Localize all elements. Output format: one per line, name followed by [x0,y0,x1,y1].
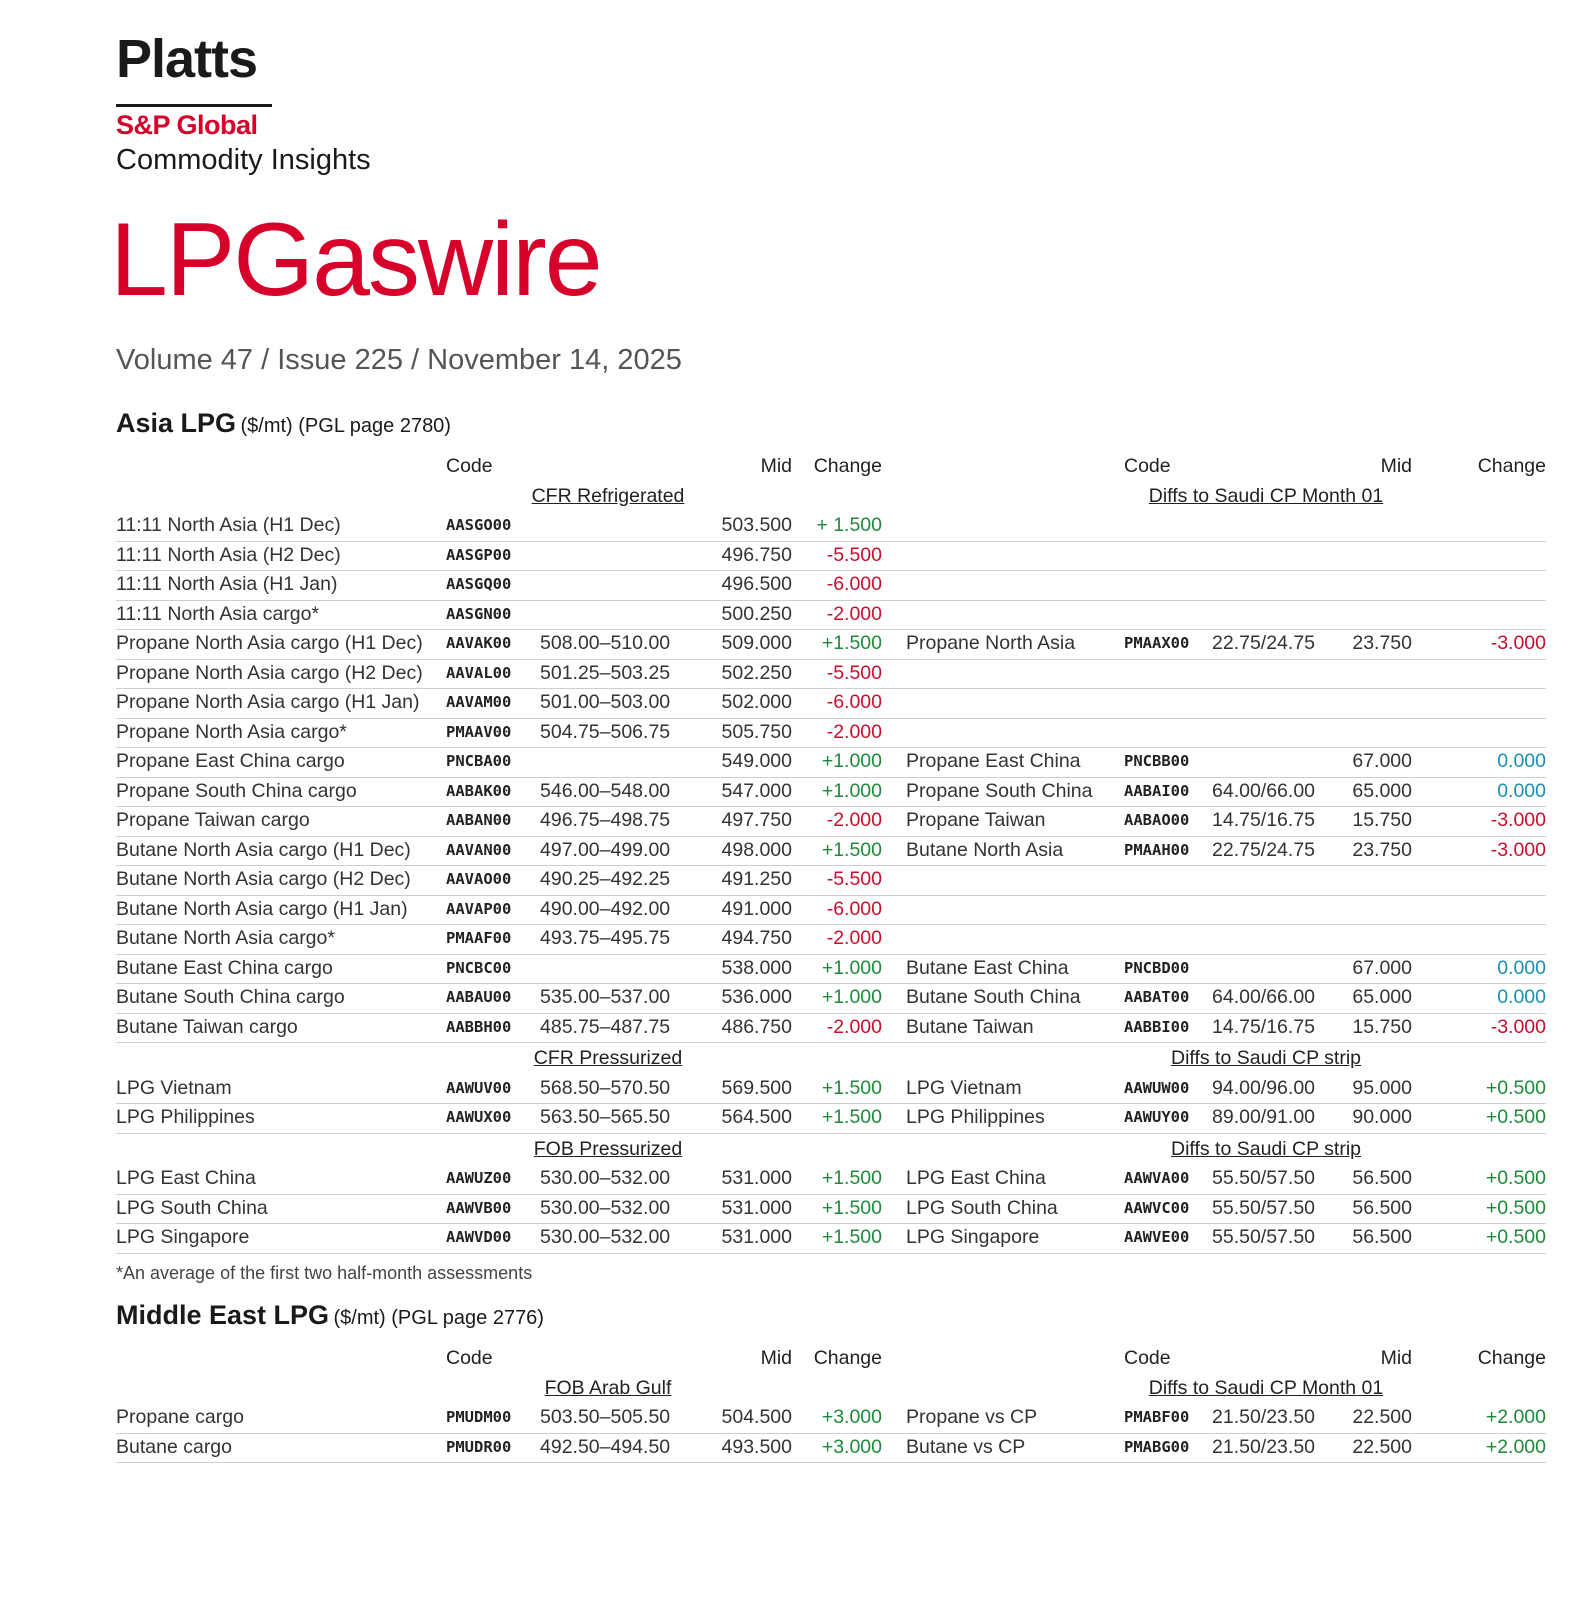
price-change: + 1.500 [816,514,882,536]
table-row [116,836,1546,867]
logo-rule [116,104,272,107]
price-change: +0.500 [1485,1226,1546,1248]
mid-price: 531.000 [721,1167,792,1189]
assessment-name: 11:11 North Asia cargo* [116,602,320,625]
symbol-code: AASGO00 [446,516,512,534]
platts-logo: Platts [116,29,258,89]
symbol-code: PMAAV00 [446,722,512,741]
col-header-code: Code [446,1347,493,1369]
symbol-code: AAWUZ00 [446,1169,512,1187]
assessment-name: Propane North Asia cargo (H1 Jan) [116,691,420,713]
section-heading [116,1302,544,1329]
assessment-name: Propane vs CP [906,1406,1038,1428]
subheader-left: FOB Arab Gulf [544,1376,672,1399]
assessment-name: Butane North Asia cargo (H1 Jan) [116,897,408,920]
assessment-name: 11:11 North Asia (H2 Dec) [116,543,341,566]
symbol-code: AABBH00 [446,1017,512,1036]
subheader-left: CFR Pressurized [533,1047,683,1069]
symbol-code: PMABF00 [1124,1408,1190,1426]
price-change: -5.500 [826,543,882,566]
mid-price: 509.000 [721,632,792,654]
price-change: -3.000 [1490,838,1546,861]
price-range: 14.75/16.75 [1212,809,1316,831]
subheader-right: Diffs to Saudi CP Month 01 [1148,1376,1384,1399]
subheader-left: CFR Refrigerated [531,484,685,507]
mid-price: 67.000 [1352,750,1412,772]
assessment-name: LPG South China [906,1196,1058,1219]
table-row [116,629,1546,660]
price-change: +1.500 [821,838,882,861]
symbol-code: PMUDM00 [446,1408,512,1426]
col-header-mid: Mid [760,1347,792,1369]
price-range: 485.75–487.75 [540,1015,671,1038]
price-range: 490.25–492.25 [540,868,671,890]
assessment-name: Butane North Asia cargo (H2 Dec) [116,868,411,890]
col-header-change: Change [813,1347,882,1369]
price-range: 22.75/24.75 [1212,632,1316,654]
assessment-name: Propane Taiwan [906,809,1046,831]
assessment-name: Butane South China [906,986,1081,1008]
col-header-mid: Mid [760,455,792,477]
price-range: 55.50/57.50 [1212,1196,1316,1219]
symbol-code: AAWVA00 [1124,1169,1190,1187]
mid-price: 95.000 [1352,1076,1412,1099]
price-change: +1.000 [821,750,882,772]
assessment-name: LPG South China [116,1196,268,1219]
price-change: +1.500 [821,1167,882,1189]
mid-price: 538.000 [721,956,792,979]
symbol-code: PNCBD00 [1124,958,1190,977]
col-header-code: Code [1124,1347,1171,1369]
price-range: 535.00–537.00 [540,986,671,1008]
assessment-name: Butane Taiwan cargo [116,1015,298,1038]
price-range: 497.00–499.00 [540,838,671,861]
subheader-row [116,1374,1546,1404]
symbol-code: AASGN00 [446,604,512,623]
commodity-insights-label: Commodity Insights [116,144,371,176]
assessment-name: Propane North Asia cargo (H1 Dec) [116,632,423,654]
mid-price: 23.750 [1352,838,1412,861]
mid-price: 67.000 [1352,956,1412,979]
mid-price: 65.000 [1352,779,1412,802]
assessment-name: Butane North Asia cargo (H1 Dec) [116,838,411,861]
price-change: -3.000 [1490,809,1546,831]
price-change: +1.500 [821,1226,882,1248]
price-change: +0.500 [1485,1076,1546,1099]
assessment-name: 11:11 North Asia (H1 Dec) [116,514,341,536]
symbol-code: AABAI00 [1124,781,1190,800]
price-change: -2.000 [826,602,882,625]
assessment-name: LPG Singapore [116,1226,250,1248]
price-change: -5.500 [826,661,882,684]
symbol-code: AAVAN00 [446,840,512,859]
mid-price: 90.000 [1352,1106,1412,1128]
col-header-code: Code [1124,455,1171,477]
mid-price: 503.500 [721,514,792,536]
price-range: 55.50/57.50 [1212,1226,1316,1248]
price-range: 64.00/66.00 [1212,986,1316,1008]
assessment-name: Butane Taiwan [906,1015,1034,1038]
table-row [116,777,1546,808]
col-header-change: Change [1477,455,1546,477]
assessment-name: LPG Philippines [116,1106,255,1128]
col-header-change: Change [813,455,882,477]
assessment-name: LPG Vietnam [906,1076,1022,1099]
mid-price: 56.500 [1352,1167,1412,1189]
assessment-name: Butane North Asia cargo* [116,927,335,949]
price-range: 504.75–506.75 [540,720,671,743]
assessment-name: Propane East China cargo [116,750,345,772]
column-header-row [116,1344,1546,1374]
mid-price: 22.500 [1352,1406,1412,1428]
price-change: +0.500 [1485,1167,1546,1189]
price-change: -3.000 [1490,1015,1546,1038]
assessment-name: LPG East China [906,1167,1046,1189]
sp-global-logo: S&P Global [116,110,258,140]
subheader-right: Diffs to Saudi CP strip [1170,1047,1362,1069]
mid-price: 536.000 [721,986,792,1008]
table-row [116,1164,1546,1195]
symbol-code: AABBI00 [1124,1017,1190,1036]
price-change: +2.000 [1485,1406,1546,1428]
assessment-name: LPG Philippines [906,1106,1045,1128]
price-range: 503.50–505.50 [540,1406,671,1428]
symbol-code: AAVAM00 [446,693,512,711]
price-change: 0.000 [1497,986,1546,1008]
price-change: +0.500 [1485,1196,1546,1219]
symbol-code: AASGQ00 [446,575,512,593]
mid-price: 494.750 [721,927,792,949]
mid-price: 491.250 [721,868,792,890]
price-range: 501.00–503.00 [540,691,671,713]
table-row [116,1403,1546,1434]
price-range: 508.00–510.00 [540,632,671,654]
assessment-name: Propane Taiwan cargo [116,809,310,831]
mid-price: 504.500 [721,1406,792,1428]
mid-price: 564.500 [721,1106,792,1128]
mid-price: 496.750 [721,543,792,566]
price-range: 89.00/91.00 [1212,1106,1316,1128]
price-change: -2.000 [826,927,882,949]
symbol-code: PMAAH00 [1124,840,1190,859]
price-change: +1.500 [821,1106,882,1128]
section-units: ($/mt) (PGL page 2776) [333,1307,544,1329]
symbol-code: AAWUY00 [1124,1108,1190,1126]
price-change: 0.000 [1497,779,1546,802]
table-row [116,1433,1546,1464]
price-change: +1.500 [821,1076,882,1099]
mid-price: 56.500 [1352,1226,1412,1248]
symbol-code: AASGP00 [446,545,512,564]
price-range: 492.50–494.50 [540,1435,671,1458]
mid-price: 491.000 [721,897,792,920]
table-row [116,600,1546,631]
table-row [116,570,1546,601]
price-range: 55.50/57.50 [1212,1167,1316,1189]
price-range: 21.50/23.50 [1212,1435,1316,1458]
assessment-name: Propane East China [906,750,1081,772]
table-row [116,718,1546,749]
assessment-name: Propane South China cargo [116,779,357,802]
subheader-row [116,1135,1546,1165]
table-row [116,924,1546,955]
symbol-code: PNCBA00 [446,752,512,770]
assessment-name: LPG Vietnam [116,1076,232,1099]
symbol-code: AAVAK00 [446,634,512,652]
mid-price: 569.500 [721,1076,792,1099]
table-row [116,806,1546,837]
mid-price: 502.000 [721,691,792,713]
symbol-code: AABAO00 [1124,811,1190,829]
price-range: 14.75/16.75 [1212,1015,1316,1038]
col-header-change: Change [1477,1347,1546,1369]
mid-price: 15.750 [1352,1015,1412,1038]
mid-price: 23.750 [1352,632,1412,654]
price-range: 490.00–492.00 [540,897,671,920]
price-range: 22.75/24.75 [1212,838,1316,861]
assessment-name: Propane North Asia cargo (H2 Dec) [116,661,423,684]
symbol-code: AAWVB00 [446,1198,512,1217]
subheader-row [116,482,1546,512]
table-row [116,511,1546,542]
price-change: -2.000 [826,809,882,831]
symbol-code: PNCBC00 [446,958,512,977]
assessment-name: Butane vs CP [906,1435,1026,1458]
price-change: +0.500 [1485,1106,1546,1128]
section-title: Asia LPG [116,408,237,438]
mid-price: 531.000 [721,1226,792,1248]
publication-title: LPGaswire [110,202,601,318]
symbol-code: PMAAX00 [1124,634,1190,652]
column-header-row [116,452,1546,482]
mid-price: 56.500 [1352,1196,1412,1219]
mid-price: 505.750 [721,720,792,743]
table-row [116,688,1546,719]
price-change: +1.000 [821,986,882,1008]
price-range: 64.00/66.00 [1212,779,1316,802]
assessment-name: Propane cargo [116,1406,244,1428]
price-change: -2.000 [826,1015,882,1038]
subheader-row [116,1044,1546,1074]
assessment-name: Propane North Asia cargo* [116,720,347,743]
price-range: 493.75–495.75 [540,927,671,949]
symbol-code: AABAN00 [446,811,512,829]
footnote: *An average of the first two half-month assessments [116,1262,533,1283]
subheader-right: Diffs to Saudi CP strip [1170,1137,1362,1160]
mid-price: 486.750 [721,1015,792,1038]
price-range: 530.00–532.00 [540,1226,671,1248]
price-change: -2.000 [826,720,882,743]
price-range: 530.00–532.00 [540,1167,671,1189]
table-row [116,1194,1546,1225]
section-title: Middle East LPG [116,1300,330,1330]
price-change: +3.000 [821,1435,882,1458]
assessment-name: LPG East China [116,1167,256,1189]
table-row [116,1223,1546,1254]
mid-price: 549.000 [721,750,792,772]
price-range: 21.50/23.50 [1212,1406,1316,1428]
mid-price: 496.500 [721,573,792,595]
symbol-code: PNCBB00 [1124,752,1190,770]
subheader-left: FOB Pressurized [533,1137,683,1160]
assessment-name: Butane South China cargo [116,986,345,1008]
symbol-code: AAWUV00 [446,1078,512,1097]
assessment-name: Propane North Asia [906,632,1076,654]
symbol-code: PMABG00 [1124,1437,1190,1456]
assessment-name: Butane East China cargo [116,956,333,979]
symbol-code: AABAK00 [446,781,512,800]
section-heading [116,410,451,437]
price-change: -6.000 [826,573,882,595]
price-range: 94.00/96.00 [1212,1076,1316,1099]
symbol-code: AABAT00 [1124,988,1190,1006]
price-range: 563.50–565.50 [540,1106,671,1128]
assessment-name: Propane South China [906,779,1093,802]
symbol-code: PMUDR00 [446,1437,512,1456]
col-header-mid: Mid [1380,455,1412,477]
symbol-code: AAVAP00 [446,899,512,918]
subheader-right: Diffs to Saudi CP Month 01 [1148,484,1384,507]
assessment-name: Butane East China [906,956,1069,979]
price-range: 546.00–548.00 [540,779,671,802]
symbol-code: AAWVD00 [446,1228,512,1246]
issue-line: Volume 47 / Issue 225 / November 14, 2025 [116,344,682,376]
mid-price: 15.750 [1352,809,1412,831]
price-change: +1.500 [821,1196,882,1219]
price-change: +2.000 [1485,1435,1546,1458]
mid-price: 493.500 [721,1435,792,1458]
assessment-name: LPG Singapore [906,1226,1040,1248]
mid-price: 531.000 [721,1196,792,1219]
price-range: 496.75–498.75 [540,809,671,831]
assessment-name: Butane North Asia [906,838,1064,861]
table-row [116,659,1546,690]
price-range: 501.25–503.25 [540,661,671,684]
mid-price: 497.750 [721,809,792,831]
table-row [116,1103,1546,1134]
mid-price: 547.000 [721,779,792,802]
price-change: +1.000 [821,779,882,802]
section-units: ($/mt) (PGL page 2780) [240,415,451,437]
symbol-code: AAWUX00 [446,1108,512,1126]
assessment-name: Butane cargo [116,1435,233,1458]
symbol-code: AAVAL00 [446,663,512,682]
symbol-code: AABAU00 [446,988,512,1006]
table-row [116,865,1546,896]
price-change: +1.000 [821,956,882,979]
price-change: 0.000 [1497,750,1546,772]
price-change: 0.000 [1497,956,1546,979]
symbol-code: AAWUW00 [1124,1078,1190,1097]
price-change: -6.000 [826,897,882,920]
mid-price: 498.000 [721,838,792,861]
symbol-code: AAWVE00 [1124,1228,1190,1246]
symbol-code: PMAAF00 [446,929,512,947]
col-header-mid: Mid [1380,1347,1412,1369]
table-row [116,1013,1546,1044]
mid-price: 65.000 [1352,986,1412,1008]
assessment-name: 11:11 North Asia (H1 Jan) [116,573,338,595]
table-row [116,1074,1546,1105]
table-row [116,954,1546,985]
table-row [116,895,1546,926]
symbol-code: AAVAO00 [446,870,512,888]
price-range: 530.00–532.00 [540,1196,671,1219]
mid-price: 22.500 [1352,1435,1412,1458]
symbol-code: AAWVC00 [1124,1198,1190,1217]
mid-price: 502.250 [721,661,792,684]
col-header-code: Code [446,455,493,477]
price-change: -3.000 [1490,632,1546,654]
table-row [116,541,1546,572]
mid-price: 500.250 [721,602,792,625]
table-row [116,983,1546,1014]
price-change: -6.000 [826,691,882,713]
price-change: -5.500 [826,868,882,890]
price-change: +1.500 [821,632,882,654]
price-change: +3.000 [821,1406,882,1428]
price-range: 568.50–570.50 [540,1076,671,1099]
table-row [116,747,1546,778]
